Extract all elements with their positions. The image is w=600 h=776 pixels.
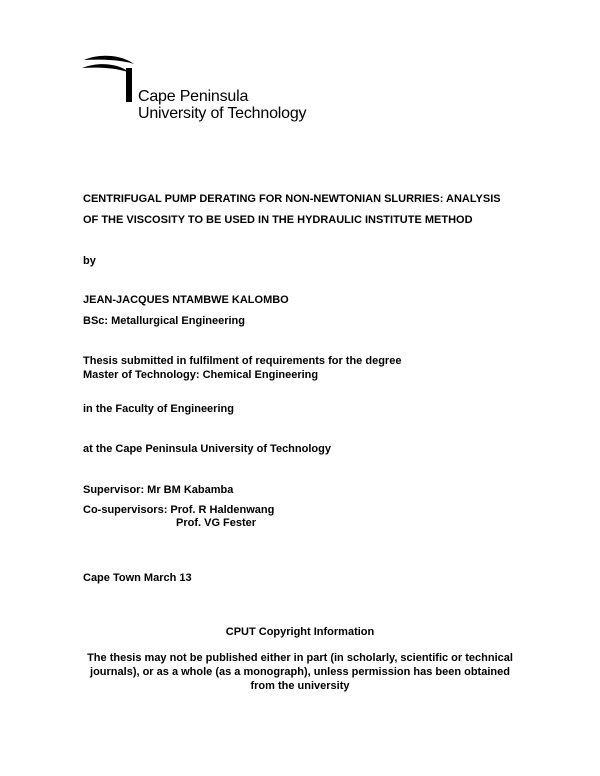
- copyright-heading: CPUT Copyright Information: [225, 626, 375, 638]
- logo-line-2: University of Technology: [138, 105, 307, 122]
- author-degree: BSc: Metallurgical Engineering: [83, 315, 245, 327]
- copyright-line-2: journals), or as a whole (as a monograph), unless permission has been obtained: [90, 666, 510, 678]
- supervisor-text: Supervisor: Mr BM Kabamba: [83, 484, 234, 496]
- copyright-line-1: The thesis may not be published either in part (in scholarly, scientific or technical: [87, 652, 513, 664]
- title-line-2: OF THE VISCOSITY TO BE USED IN THE HYDRAULIC INSTITUTE METHOD: [83, 214, 473, 226]
- submission-line-1: Thesis submitted in fulfilment of requirements for the degree: [83, 355, 402, 367]
- cosupervisor-2-text: Prof. VG Fester: [176, 517, 257, 529]
- logo-text: [138, 88, 306, 122]
- university-text: at the Cape Peninsula University of Technology: [83, 443, 331, 455]
- faculty-text: in the Faculty of Engineering: [83, 403, 234, 415]
- cput-logo: [82, 54, 322, 126]
- place-date: Cape Town March 13: [83, 572, 192, 584]
- cosupervisors-text: Co-supervisors: Prof. R Haldenwang: [83, 504, 275, 516]
- copyright-line-3: from the university: [250, 680, 350, 692]
- logo-line-1: Cape Peninsula: [138, 88, 249, 105]
- author-name: JEAN-JACQUES NTAMBWE KALOMBO: [83, 294, 289, 306]
- title-line-1: CENTRIFUGAL PUMP DERATING FOR NON-NEWTONIAN SLURRIES: ANALYSIS: [83, 193, 501, 205]
- cput-swoosh-icon: [82, 54, 142, 104]
- by-text: by: [83, 255, 96, 267]
- submission-line-2: Master of Technology: Chemical Engineering: [83, 369, 319, 381]
